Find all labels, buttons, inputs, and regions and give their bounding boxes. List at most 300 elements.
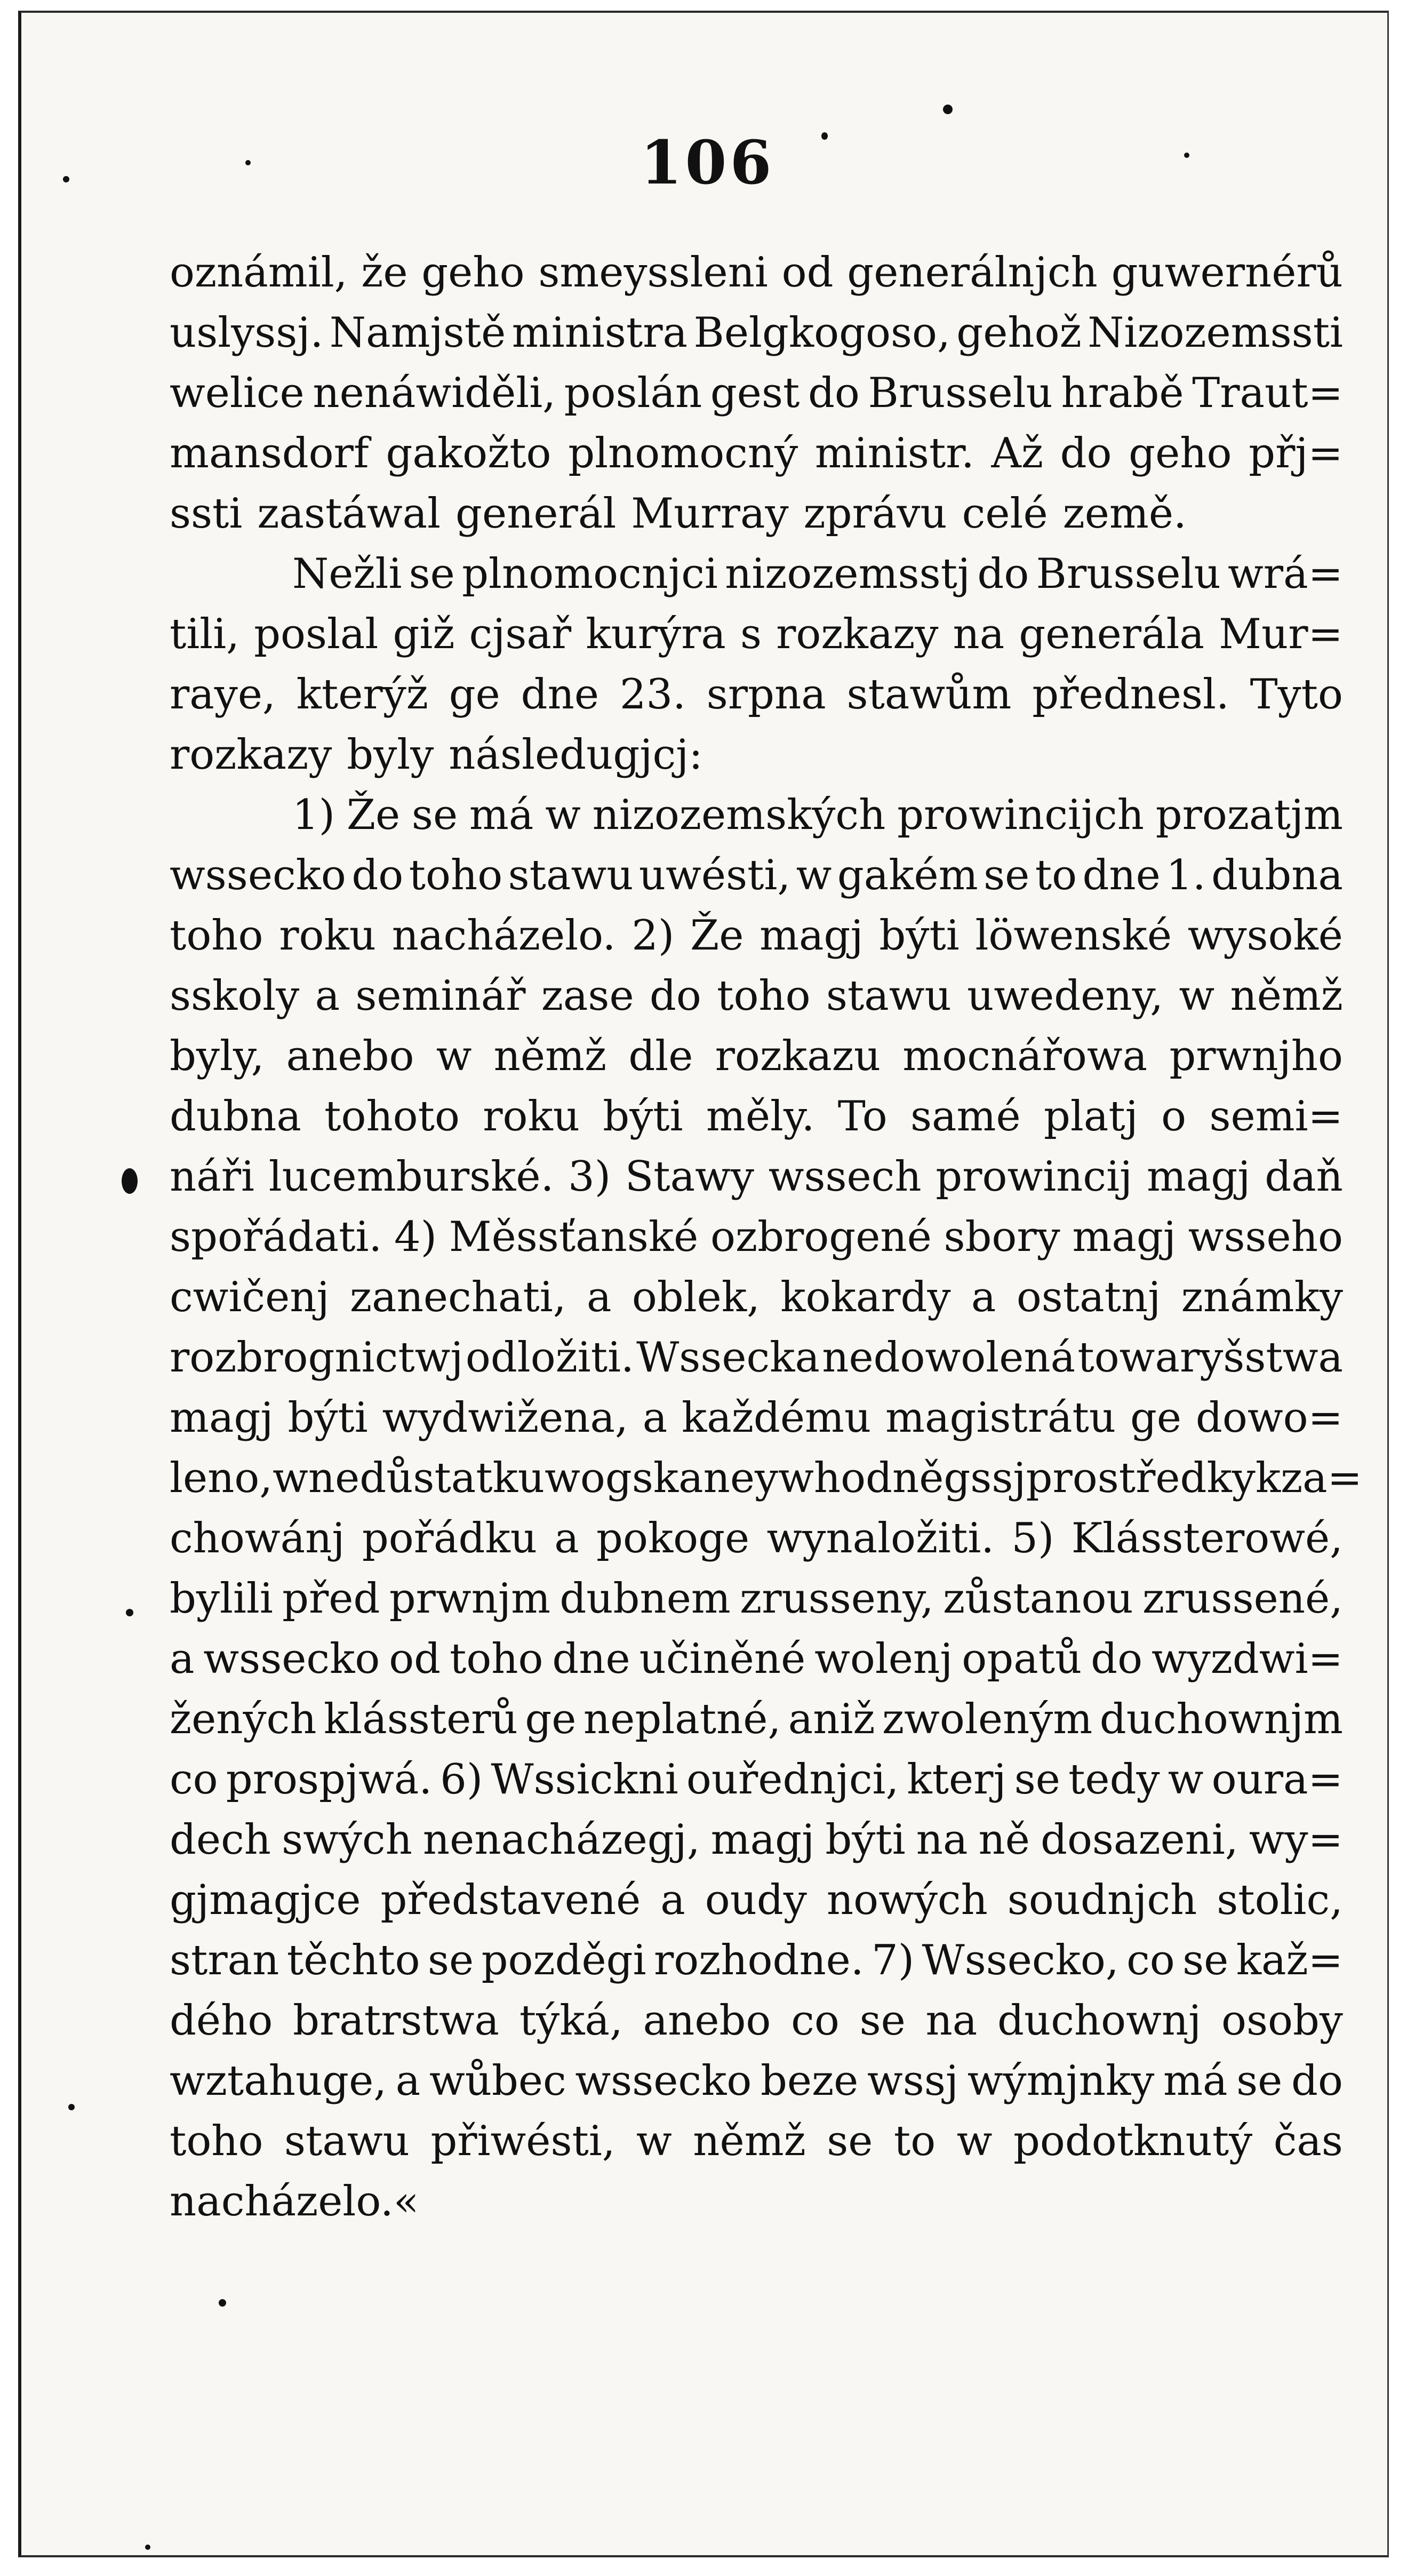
word: raye,	[170, 671, 276, 719]
word: zprávu	[803, 490, 947, 538]
word: soudnjch	[1007, 1876, 1197, 1924]
word: dubna	[170, 1092, 301, 1141]
body-text	[170, 243, 1363, 2232]
word: w	[273, 1454, 308, 1502]
word: a	[395, 2057, 421, 2105]
word: tili,	[170, 610, 239, 658]
word: Wssickni	[491, 1756, 678, 1804]
word: dne	[1082, 851, 1161, 899]
word: mansdorf	[170, 429, 369, 477]
word: do	[1291, 2057, 1343, 2105]
word: rozkazy	[776, 610, 939, 658]
ink-speck	[145, 2545, 150, 2550]
word: magj	[1072, 1213, 1177, 1261]
word: ozbrogené	[710, 1213, 932, 1261]
word: stawu	[826, 972, 952, 1020]
word: roku	[483, 1092, 580, 1141]
word: rozkazu	[715, 1032, 881, 1080]
word: dowo=	[1195, 1394, 1343, 1442]
word: se	[859, 1997, 906, 2045]
word: učiněné	[639, 1635, 806, 1683]
word: pozděgi	[481, 1936, 646, 1984]
word: toho	[449, 1635, 543, 1683]
word: a	[170, 1635, 195, 1683]
ink-speck	[245, 160, 251, 165]
word: neywhodněgssj	[703, 1454, 1026, 1502]
word: prospjwá.	[226, 1756, 433, 1804]
word: kokardy	[780, 1273, 951, 1321]
word: náři	[170, 1153, 254, 1201]
word: prozatjm	[1155, 791, 1343, 839]
word: gjmagjce	[170, 1876, 361, 1924]
word: wrá=	[1228, 550, 1343, 598]
word: ge	[1130, 1394, 1182, 1442]
word: wssecko	[170, 851, 346, 899]
word: 4)	[394, 1213, 437, 1261]
word: cwičenj	[170, 1273, 330, 1321]
word: Namjstě	[329, 309, 506, 357]
word: němž	[693, 2117, 806, 2165]
word: wysoké	[1187, 912, 1343, 960]
text-line	[170, 1991, 1343, 2051]
text-line	[170, 725, 1343, 785]
word: týká,	[519, 1997, 623, 2045]
word: každému	[682, 1394, 872, 1442]
word: dle	[628, 1032, 693, 1080]
word: Klássterowé,	[1071, 1514, 1343, 1562]
text-line	[170, 544, 1343, 604]
word: zůstanou	[943, 1575, 1133, 1623]
word: toho	[170, 912, 263, 960]
text-line	[170, 1569, 1343, 1629]
word: zrusseny,	[740, 1575, 934, 1623]
word: wynaložiti.	[766, 1514, 995, 1562]
word: měly.	[706, 1092, 815, 1141]
word: duchownj	[997, 1997, 1202, 2045]
word: známky	[1181, 1273, 1343, 1321]
text-line	[170, 1750, 1343, 1810]
text-line	[170, 1448, 1363, 1509]
word: giž	[393, 610, 455, 658]
word: žených	[170, 1695, 317, 1743]
word: to	[893, 2117, 936, 2165]
word: se	[1236, 2057, 1283, 2105]
word: na	[916, 1816, 968, 1864]
word: guwernérů	[1111, 249, 1343, 297]
ink-speck	[943, 105, 953, 114]
text-line	[170, 1931, 1343, 1991]
word: byly,	[170, 1032, 265, 1080]
text-line	[170, 2172, 1343, 2232]
word: celé	[962, 490, 1048, 538]
word: býti	[879, 912, 960, 960]
word: Wssecka	[636, 1334, 820, 1382]
word: země.	[1062, 490, 1187, 538]
word: Nežli	[292, 550, 402, 598]
word: wydwižena,	[382, 1394, 628, 1442]
text-line	[170, 785, 1343, 846]
word: zrussené,	[1142, 1575, 1343, 1623]
word: wssecko	[575, 2057, 752, 2105]
word: představené	[380, 1876, 641, 1924]
ink-blot	[122, 1168, 138, 1194]
word: ssti	[170, 490, 243, 538]
word: dosazeni,	[1041, 1816, 1238, 1864]
word: bratrstwa	[293, 1997, 500, 2045]
word: před	[282, 1575, 380, 1623]
word: rozhodne.	[653, 1936, 864, 1984]
word: toho	[170, 2117, 263, 2165]
word: se	[427, 1936, 474, 1984]
text-line	[170, 1026, 1343, 1087]
word: wssecko	[203, 1635, 380, 1683]
word: gehož	[956, 309, 1082, 357]
text-line	[170, 2051, 1343, 2111]
word: 1)	[292, 791, 335, 839]
word: anebo	[286, 1032, 414, 1080]
ink-speck	[821, 132, 828, 140]
word: generála	[1019, 610, 1205, 658]
word: stawům	[846, 671, 1012, 719]
word: generál	[455, 490, 617, 538]
word: za=	[1281, 1454, 1363, 1502]
word: Tyto	[1250, 671, 1343, 719]
paragraph	[170, 243, 1343, 544]
text-line	[170, 604, 1343, 665]
word: stolic,	[1217, 1876, 1343, 1924]
word: anebo	[643, 1997, 771, 2045]
text-line	[170, 303, 1343, 363]
word: w	[636, 2117, 672, 2165]
text-line	[170, 906, 1343, 966]
word: cjsař	[469, 610, 572, 658]
word: pokoge	[596, 1514, 750, 1562]
word: tedy	[1068, 1756, 1160, 1804]
word: wssech	[768, 1153, 922, 1201]
word: do	[808, 369, 860, 417]
word: samé	[910, 1092, 1021, 1141]
word: 1.	[1166, 851, 1206, 899]
ink-speck	[1184, 153, 1189, 158]
word: uwedeny,	[967, 972, 1164, 1020]
text-line	[170, 846, 1343, 906]
word: wy=	[1249, 1816, 1343, 1864]
word: co	[1126, 1936, 1175, 1984]
word: seminář	[355, 972, 526, 1020]
text-line	[170, 363, 1343, 424]
word: neplatné,	[583, 1695, 781, 1743]
word: ministr.	[814, 429, 974, 477]
word: býti	[603, 1092, 683, 1141]
word: w	[436, 1032, 472, 1080]
word: klássterů	[324, 1695, 518, 1743]
word: towaryšstwa	[1077, 1334, 1343, 1382]
word: němž	[1230, 972, 1343, 1020]
word: rozbrognictwj	[170, 1334, 463, 1382]
word: roku	[279, 912, 376, 960]
word: Až	[991, 429, 1043, 477]
word: generálnjch	[847, 249, 1098, 297]
word: a	[586, 1273, 612, 1321]
word: dech	[170, 1816, 271, 1864]
word: 2)	[631, 912, 675, 960]
word: se	[827, 2117, 873, 2165]
word: w	[1179, 972, 1215, 1020]
word: magj	[1146, 1153, 1251, 1201]
word: srpna	[706, 671, 826, 719]
word: prwnjm	[389, 1575, 551, 1623]
word: co	[170, 1756, 218, 1804]
word: do	[1060, 429, 1112, 477]
word: Brusselu	[1036, 550, 1221, 598]
word: wsseho	[1188, 1213, 1343, 1261]
word: Měssťanské	[449, 1213, 699, 1261]
word: oura=	[1211, 1756, 1343, 1804]
word: oudy	[705, 1876, 807, 1924]
text-line	[170, 1689, 1343, 1750]
word: nowých	[826, 1876, 988, 1924]
page-number: 106	[640, 128, 775, 198]
word: dne	[552, 1635, 630, 1683]
word: přj=	[1249, 429, 1343, 477]
word: ouřednjci,	[686, 1756, 899, 1804]
ink-speck	[126, 1609, 133, 1616]
text-line	[170, 1810, 1343, 1870]
text-line	[170, 1087, 1343, 1147]
word: s	[740, 610, 762, 658]
ink-speck	[63, 176, 69, 182]
word: odložiti.	[465, 1334, 634, 1382]
word: dubnem	[559, 1575, 731, 1623]
text-line	[170, 1147, 1343, 1207]
word: prowincij	[936, 1153, 1133, 1201]
word: o	[1161, 1092, 1187, 1141]
word: ně	[978, 1816, 1030, 1864]
word: gest	[710, 369, 800, 417]
word: magj	[710, 1816, 815, 1864]
word: nizozemských	[592, 791, 886, 839]
word: rozkazy	[170, 731, 332, 779]
word: oblek,	[631, 1273, 760, 1321]
text-line	[170, 1207, 1343, 1267]
word: w	[545, 791, 581, 839]
word: hrabě	[1061, 369, 1184, 417]
word: že	[361, 249, 408, 297]
word: uwésti,	[638, 851, 791, 899]
word: lucemburské.	[268, 1153, 554, 1201]
word: zanechati,	[350, 1273, 566, 1321]
word: wssj	[867, 2057, 959, 2105]
word: zase	[541, 972, 634, 1020]
word: To	[837, 1092, 888, 1141]
word: osoby	[1221, 1997, 1343, 2045]
word: co	[791, 1997, 840, 2045]
word: 6)	[440, 1756, 483, 1804]
word: poslán	[564, 369, 702, 417]
text-line	[170, 1388, 1343, 1448]
word: Traut=	[1192, 369, 1343, 417]
word: prwnjho	[1169, 1032, 1343, 1080]
word: nenáwiděli,	[313, 369, 556, 417]
word: gakožto	[386, 429, 551, 477]
word: do	[1091, 1635, 1143, 1683]
word: byly	[347, 731, 434, 779]
word: Nizozemssti	[1088, 309, 1343, 357]
word: býti	[287, 1394, 368, 1442]
word: zwoleným	[882, 1695, 1093, 1743]
paragraph	[170, 785, 1363, 2232]
word: wůbec	[429, 2057, 566, 2105]
word: geho	[1129, 429, 1232, 477]
word: 5)	[1011, 1514, 1054, 1562]
text-line	[170, 665, 1343, 725]
word: leno,	[170, 1454, 273, 1502]
word: nacházelo.«	[170, 2178, 419, 2226]
word: kurýra	[586, 610, 726, 658]
word: do	[351, 851, 404, 899]
word: ge	[525, 1695, 577, 1743]
word: stawu	[508, 851, 634, 899]
word: a	[554, 1514, 579, 1562]
word: se	[984, 851, 1030, 899]
text-line	[170, 2111, 1343, 2172]
word: se	[1014, 1756, 1060, 1804]
word: uslyssj.	[170, 309, 324, 357]
word: sbory	[944, 1213, 1060, 1261]
word: Že	[690, 912, 744, 960]
word: stawu	[284, 2117, 410, 2165]
text-line	[170, 1870, 1343, 1931]
word: se	[411, 791, 458, 839]
word: nacházelo.	[391, 912, 616, 960]
word: prowincijch	[897, 791, 1144, 839]
word: Belgkogoso,	[693, 309, 950, 357]
word: a	[642, 1394, 668, 1442]
word: swých	[282, 1816, 412, 1864]
word: ministra	[511, 309, 688, 357]
word: 3)	[568, 1153, 611, 1201]
word: pořádku	[362, 1514, 537, 1562]
word: welice	[170, 369, 305, 417]
word: wyzdwi=	[1151, 1635, 1343, 1683]
word: k	[1255, 1454, 1281, 1502]
word: geho	[421, 249, 525, 297]
word: od	[781, 249, 834, 297]
word: magj	[170, 1394, 274, 1442]
word: mocnářowa	[902, 1032, 1148, 1080]
word: toho	[409, 851, 503, 899]
word: od	[389, 1635, 441, 1683]
word: sskoly	[170, 972, 300, 1020]
word: následugjcj:	[449, 731, 703, 779]
word: ostatnj	[1016, 1273, 1161, 1321]
paragraph	[170, 544, 1343, 785]
word: poslal	[254, 610, 379, 658]
word: smeyssleni	[538, 249, 768, 297]
word: plnomocný	[568, 429, 798, 477]
word: Stawy	[625, 1153, 754, 1201]
text-line	[170, 243, 1343, 303]
word: toho	[717, 972, 811, 1020]
word: se	[409, 550, 455, 598]
word: Mur=	[1219, 610, 1343, 658]
word: daň	[1265, 1153, 1343, 1201]
word: wogska	[545, 1454, 703, 1502]
word: 7)	[872, 1936, 915, 1984]
word: gakém	[837, 851, 978, 899]
word: beze	[761, 2057, 859, 2105]
word: těchto	[286, 1936, 420, 1984]
text-line	[170, 1328, 1343, 1388]
word: němž	[493, 1032, 607, 1080]
word: přednesl.	[1032, 671, 1229, 719]
word: a	[971, 1273, 996, 1321]
word: dubna	[1211, 851, 1343, 899]
text-line	[170, 1509, 1343, 1569]
word: do	[649, 972, 701, 1020]
word: duchownjm	[1099, 1695, 1343, 1743]
word: prostředky	[1026, 1454, 1256, 1502]
word: wztahuge,	[170, 2057, 387, 2105]
word: bylili	[170, 1575, 273, 1623]
word: oznámil,	[170, 249, 348, 297]
word: stran	[170, 1936, 279, 1984]
word: opatů	[962, 1635, 1082, 1683]
word: dého	[170, 1997, 273, 2045]
word: podotknutý	[1013, 2117, 1253, 2165]
word: na	[953, 610, 1005, 658]
word: wýmjnky	[967, 2057, 1155, 2105]
word: dne	[521, 671, 599, 719]
word: w	[1168, 1756, 1204, 1804]
word: plnomocnjci	[462, 550, 718, 598]
word: Brusselu	[868, 369, 1053, 417]
word: má	[1163, 2057, 1228, 2105]
word: 23.	[619, 671, 686, 719]
word: býti	[825, 1816, 906, 1864]
word: chowánj	[170, 1514, 345, 1562]
word: w	[956, 2117, 993, 2165]
word: löwenské	[975, 912, 1172, 960]
ink-speck	[219, 2299, 226, 2307]
text-line	[170, 1629, 1343, 1689]
word: kaž=	[1236, 1936, 1343, 1984]
text-line	[170, 484, 1343, 544]
text-line	[170, 424, 1343, 484]
word: wolenj	[814, 1635, 953, 1683]
word: zastáwal	[257, 490, 441, 538]
word: nedowolená	[822, 1334, 1076, 1382]
text-line	[170, 966, 1343, 1026]
word: nedůstatku	[308, 1454, 545, 1502]
word: na	[925, 1997, 978, 2045]
word: kterýž	[296, 671, 428, 719]
word: spořádati.	[170, 1213, 382, 1261]
word: kterj	[907, 1756, 1006, 1804]
word: do	[977, 550, 1029, 598]
word: aniž	[788, 1695, 875, 1743]
word: semi=	[1209, 1092, 1343, 1141]
word: tohoto	[324, 1092, 460, 1141]
word: magj	[760, 912, 864, 960]
word: přiwésti,	[430, 2117, 615, 2165]
word: Wssecko,	[922, 1936, 1119, 1984]
word: magistrátu	[885, 1394, 1116, 1442]
word: má	[469, 791, 534, 839]
word: čas	[1273, 2117, 1343, 2165]
word: Murray	[631, 490, 789, 538]
word: nizozemsstj	[725, 550, 971, 598]
